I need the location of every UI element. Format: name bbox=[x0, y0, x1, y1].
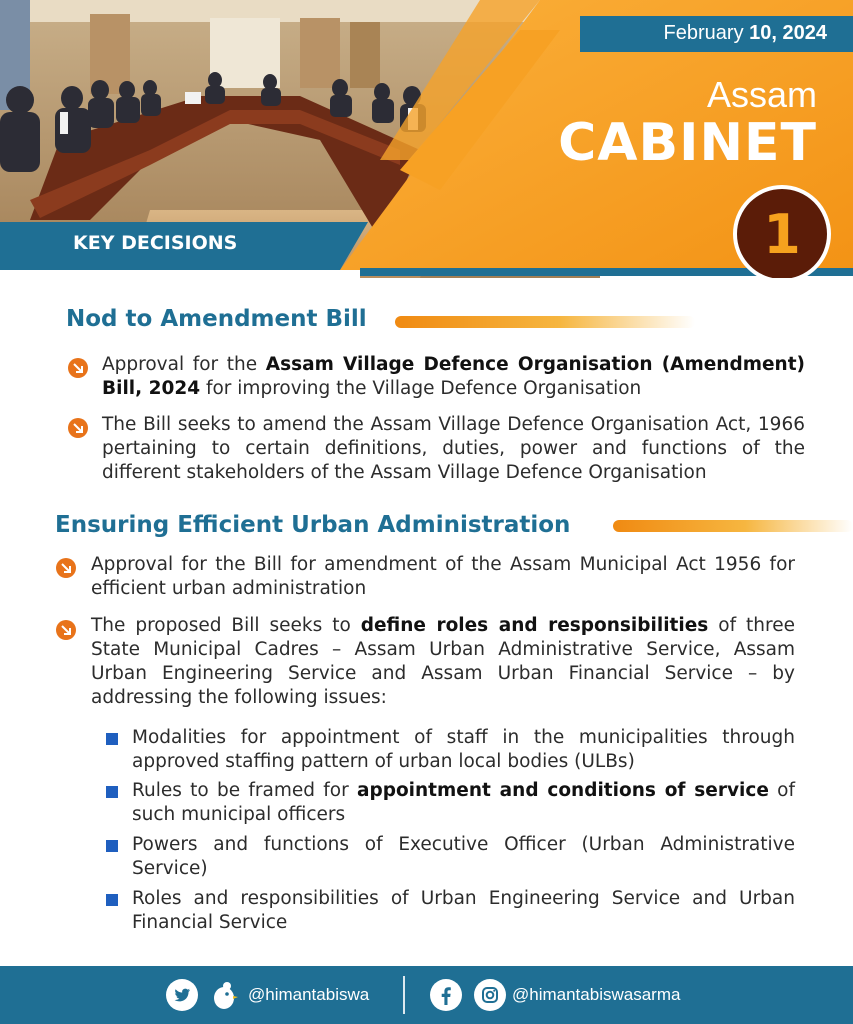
section-underline bbox=[395, 316, 695, 328]
bullet-approval-vdo-bill: Approval for the Assam Village Defence Organisation (Amendment) Bill, 2024 for improving the Village Defence Organisation bbox=[102, 354, 805, 399]
sub-bullet-rules-service: Rules to be framed for appointment and conditions of service of such municipal officers bbox=[132, 780, 795, 825]
key-decisions-label: KEY DECISIONS bbox=[73, 232, 238, 254]
arrow-bullet-icon bbox=[68, 358, 88, 378]
page-title: CABINET bbox=[558, 113, 817, 173]
bullet-municipal-cadres: The proposed Bill seeks to define roles and responsibilities of three State Municipal Cadres – Assam Urban Administrative Service, Assam Urban Engineering Service and Assam Urban Financial Service – by addressing the following issues: bbox=[91, 615, 795, 708]
square-bullet-icon bbox=[106, 894, 118, 906]
section-title-urban-administration: Ensuring Efficient Urban Administration bbox=[55, 512, 571, 538]
footer-divider bbox=[403, 976, 405, 1014]
arrow-bullet-icon bbox=[68, 418, 88, 438]
square-bullet-icon bbox=[106, 840, 118, 852]
decision-number-badge: 1 bbox=[733, 185, 831, 278]
twitter-icon[interactable] bbox=[166, 979, 198, 1011]
bullet-vdo-act-amend: The Bill seeks to amend the Assam Village Defence Organisation Act, 1966 pertaining to certain definitions, duties, power and functions of the different stakeholders of the Assam Village Defence Organisation bbox=[102, 414, 805, 483]
date-label: February 10, 2024 bbox=[663, 22, 827, 44]
header-banner bbox=[0, 0, 853, 278]
facebook-instagram-handle[interactable]: @himantabiswasarma bbox=[512, 985, 681, 1004]
square-bullet-icon bbox=[106, 733, 118, 745]
section-underline bbox=[613, 520, 853, 532]
instagram-icon[interactable] bbox=[474, 979, 506, 1011]
bullet-municipal-act-approval: Approval for the Bill for amendment of the Assam Municipal Act 1956 for efficient urban administration bbox=[91, 554, 795, 599]
sub-bullet-executive-officer: Powers and functions of Executive Officer (Urban Administrative Service) bbox=[132, 834, 795, 879]
facebook-icon[interactable] bbox=[430, 979, 462, 1011]
footer-social-bar bbox=[0, 966, 853, 1024]
twitter-handle[interactable]: @himantabiswa bbox=[248, 985, 370, 1004]
state-name: Assam bbox=[706, 74, 817, 115]
sub-bullet-engineering-financial: Roles and responsibilities of Urban Engineering Service and Urban Financial Service bbox=[132, 888, 795, 933]
koo-icon[interactable] bbox=[208, 979, 240, 1011]
arrow-bullet-icon bbox=[56, 558, 76, 578]
square-bullet-icon bbox=[106, 786, 118, 798]
sub-bullet-staff-modalities: Modalities for appointment of staff in the municipalities through approved staffing pattern of urban local bodies (ULBs) bbox=[132, 727, 795, 772]
section-title-amendment-bill: Nod to Amendment Bill bbox=[66, 306, 367, 332]
arrow-bullet-icon bbox=[56, 620, 76, 640]
